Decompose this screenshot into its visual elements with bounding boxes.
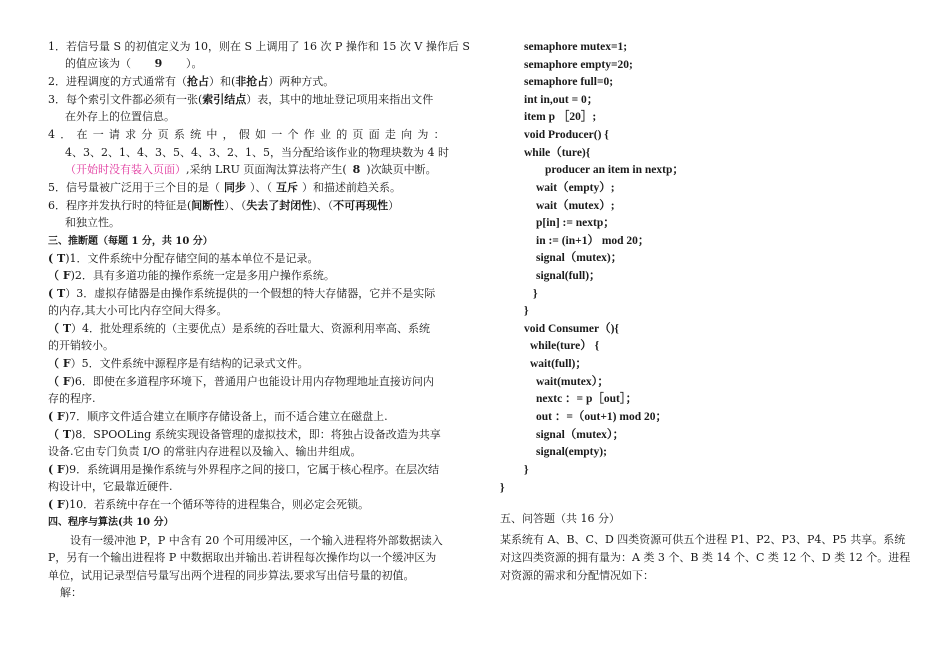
- q5-text-a: 5．信号量被广泛用于三个目的是（: [48, 181, 220, 194]
- code-line-1: semaphore mutex=1;: [524, 41, 628, 53]
- code-line-5: item p ［20］;: [524, 111, 597, 123]
- q3-line2: 在外存上的位置信息。: [65, 110, 175, 123]
- q1-line1: 1．若信号量 S 的初值定义为 10，则在 S 上调用了 16 次 P 操作和 15 次 V 操作后 S: [48, 40, 470, 53]
- problem-line2: P，另有一个输出进程将 P 中数据取出并输出.若讲程每次操作均以一个缓冲区为: [48, 551, 437, 564]
- code-line-24: signal(empty);: [536, 446, 607, 458]
- q6-answer3: 不可再现性: [333, 199, 389, 212]
- code-line-20: wait(mutex）；: [536, 376, 609, 388]
- q4-text-b: )次缺页中断。: [366, 163, 437, 176]
- tf-mark: （ F: [48, 269, 71, 282]
- tf-text: ）5．文件系统中源程序是有结构的记录式文件。: [70, 357, 309, 370]
- q6-text-c: )、（: [312, 199, 334, 212]
- tf-item-8-cont: 设备.它由专门负责 I/O 的常驻内存进程以及输入、输出井组成。: [48, 445, 362, 458]
- q5-text-b: ）、（: [250, 181, 272, 194]
- q5-answer1: 同步: [224, 181, 246, 194]
- tf-item-4: [48, 322, 430, 336]
- tf-text: )6．即使在多道程序环境下，普通用户也能设计用内存物理地址直接访问内: [70, 375, 434, 388]
- q3-text-a: 3．每个索引文件都必须有一张(: [48, 93, 203, 106]
- tf-text: ）3．虚拟存储器是由操作系统提供的一个假想的特大存储器，它并不是实际: [65, 287, 436, 300]
- q2-text-c: ）两种方式。: [268, 75, 335, 88]
- q6-text-d: ）: [388, 199, 400, 212]
- code-line-2: semaphore empty=20;: [524, 59, 633, 71]
- tf-mark: （ T: [48, 428, 72, 441]
- q6-text-b: ）、（: [224, 199, 247, 212]
- tf-mark: ( F: [48, 463, 65, 476]
- q3-text-b: ）表，其中的地址登记项用来指出文件: [246, 93, 434, 106]
- q1-answer: 9: [154, 57, 163, 70]
- tf-mark: ( T: [48, 287, 66, 300]
- tf-text: )9．系统调用是操作系统与外界程序之间的接口，它属于核心程序。在层次结: [64, 463, 440, 476]
- code-line-21: nextc ：= p［out］；: [536, 393, 638, 405]
- code-line-7: while（ture){: [524, 147, 591, 159]
- q6-line1: [48, 199, 399, 213]
- q4-line1: 4．在一请求分页系统中，假如一个作业的页面走向为：: [48, 128, 448, 141]
- code-line-22: out ：=（out+1) mod 20；: [536, 411, 667, 423]
- solution-label: 解：: [60, 586, 82, 599]
- code-line-14: signal(full)；: [536, 270, 601, 282]
- code-line-10: wait（mutex）;: [536, 200, 615, 212]
- code-line-25: }: [524, 464, 529, 476]
- tf-text: ）4．批处理系统的（主要优点）是系统的吞吐量大、资源利用率高、系统: [71, 322, 431, 335]
- tf-item-7: [48, 410, 388, 424]
- tf-item-10: [48, 498, 369, 512]
- tf-text: )10．若系统中存在一个循环等待的进程集合，则必定会死锁。: [64, 498, 370, 511]
- q2-text-b: ）和(: [209, 75, 236, 88]
- q3-answer: 索引结点: [202, 93, 247, 106]
- tf-item-3: [48, 287, 435, 301]
- tf-text: )1．文件系统中分配存储空间的基本单位不是记录。: [65, 252, 319, 265]
- tf-item-6-cont: 存的程序.: [48, 392, 96, 405]
- tf-item-1: [48, 252, 319, 266]
- q6-line2: 和独立性。: [65, 216, 120, 229]
- q3-line1: [48, 93, 433, 107]
- section4-heading: 四、程序与算法(共 10 分）: [48, 517, 174, 528]
- problem-line3: 单位，试用记录型信号量写出两个进程的同步算法,要求写出信号量的初值。: [48, 569, 415, 582]
- q4-answer: 8: [352, 163, 361, 176]
- tf-item-6: [48, 375, 434, 389]
- tf-text: )7．顺序文件适合建立在顺序存储设备上，而不适合建立在磁盘上.: [64, 410, 388, 423]
- code-line-3: semaphore full=0;: [524, 76, 614, 88]
- q5-line: [48, 181, 401, 195]
- tf-text: )2．具有多道功能的操作系统一定是多用户操作系统。: [70, 269, 335, 282]
- q6-answer2: 失去了封闭性: [246, 199, 313, 212]
- q5-text-c: ）和描述前趋关系。: [302, 181, 401, 194]
- section3-heading: 三、推断题（每题 1 分，共 10 分）: [48, 236, 213, 247]
- tf-item-8: [48, 428, 441, 442]
- code-line-4: int in,out = 0；: [524, 94, 599, 106]
- q4-highlight: （开始时没有装入页面）: [65, 163, 186, 176]
- tf-item-9: [48, 463, 439, 477]
- code-line-6: void Producer() {: [524, 129, 609, 141]
- q1-text: 的值应该为（: [65, 57, 131, 70]
- code-line-12: in := (in+1） mod 20；: [536, 235, 650, 247]
- tf-mark: ( F: [48, 410, 65, 423]
- q5-para-line1: 某系统有 A、B、C、D 四类资源可供五个进程 P1、P2、P3、P4、P5 共享。系统: [500, 533, 906, 546]
- code-line-13: signal（mutex)；: [536, 252, 623, 264]
- tf-mark: （ F: [48, 375, 71, 388]
- tf-mark: （ F: [48, 357, 71, 370]
- code-line-18: while(ture） {: [530, 340, 600, 352]
- code-line-8: producer an item in nextp；: [545, 164, 684, 176]
- code-line-19: wait(full)；: [530, 358, 587, 370]
- tf-item-3-cont: 的内存,其大小可比内存空间大得多。: [48, 304, 228, 317]
- q5-answer2: 互斥: [276, 181, 298, 194]
- code-line-26: }: [500, 482, 505, 494]
- tf-mark: ( F: [48, 498, 65, 511]
- q5-para-line2: 对这四类资源的拥有量为：A 类 3 个、B 类 14 个、C 类 12 个、D 类 12 个。进程: [500, 551, 911, 564]
- q5-para-line3: 对资源的需求和分配情况如下：: [500, 569, 654, 582]
- tf-item-4-cont: 的开销较小。: [48, 339, 114, 352]
- q4-line2: 4、3、2、1、4、3、5、4、3、2、1、5，当分配给该作业的物理块数为 4 时: [65, 146, 449, 159]
- q6-text-a: 6．程序并发执行时的特征是(: [48, 199, 192, 212]
- q4-text-a: ,采纳 LRU 页面淘汰算法将产生(: [186, 163, 347, 176]
- code-line-11: p[in] := nextp；: [536, 217, 615, 229]
- tf-text: )8．SPOOLing 系统实现设备管理的虚拟技术，即：将独占设备改造为共享: [71, 428, 441, 441]
- code-line-9: wait（empty）;: [536, 182, 615, 194]
- q1-text-end: ）。: [186, 57, 203, 70]
- tf-item-2: [48, 269, 335, 283]
- q2-text-a: 2．进程调度的方式通常有（: [48, 75, 187, 88]
- q6-answer1: 间断性: [191, 199, 225, 212]
- q4-line3: [65, 163, 437, 177]
- tf-item-9-cont: 构设计中，它最靠近硬件.: [48, 480, 173, 493]
- problem-line1: 设有一缓冲池 P，P 中含有 20 个可用缓冲区，一个输入进程将外部数据读入: [70, 534, 443, 547]
- q1-line2: [65, 57, 203, 71]
- code-line-15: }: [533, 288, 538, 300]
- code-line-17: void Consumer（){: [524, 323, 619, 335]
- tf-mark: ( T: [48, 252, 66, 265]
- tf-mark: （ T: [48, 322, 72, 335]
- code-line-23: signal（mutex）；: [536, 429, 625, 441]
- section5-heading: 五、问答题（共 16 分）: [500, 512, 620, 525]
- q2-answer2: 非抢占: [235, 75, 269, 88]
- q2-answer1: 抢占: [187, 75, 209, 88]
- q2-line: [48, 75, 334, 89]
- code-line-16: }: [524, 305, 529, 317]
- tf-item-5: [48, 357, 309, 371]
